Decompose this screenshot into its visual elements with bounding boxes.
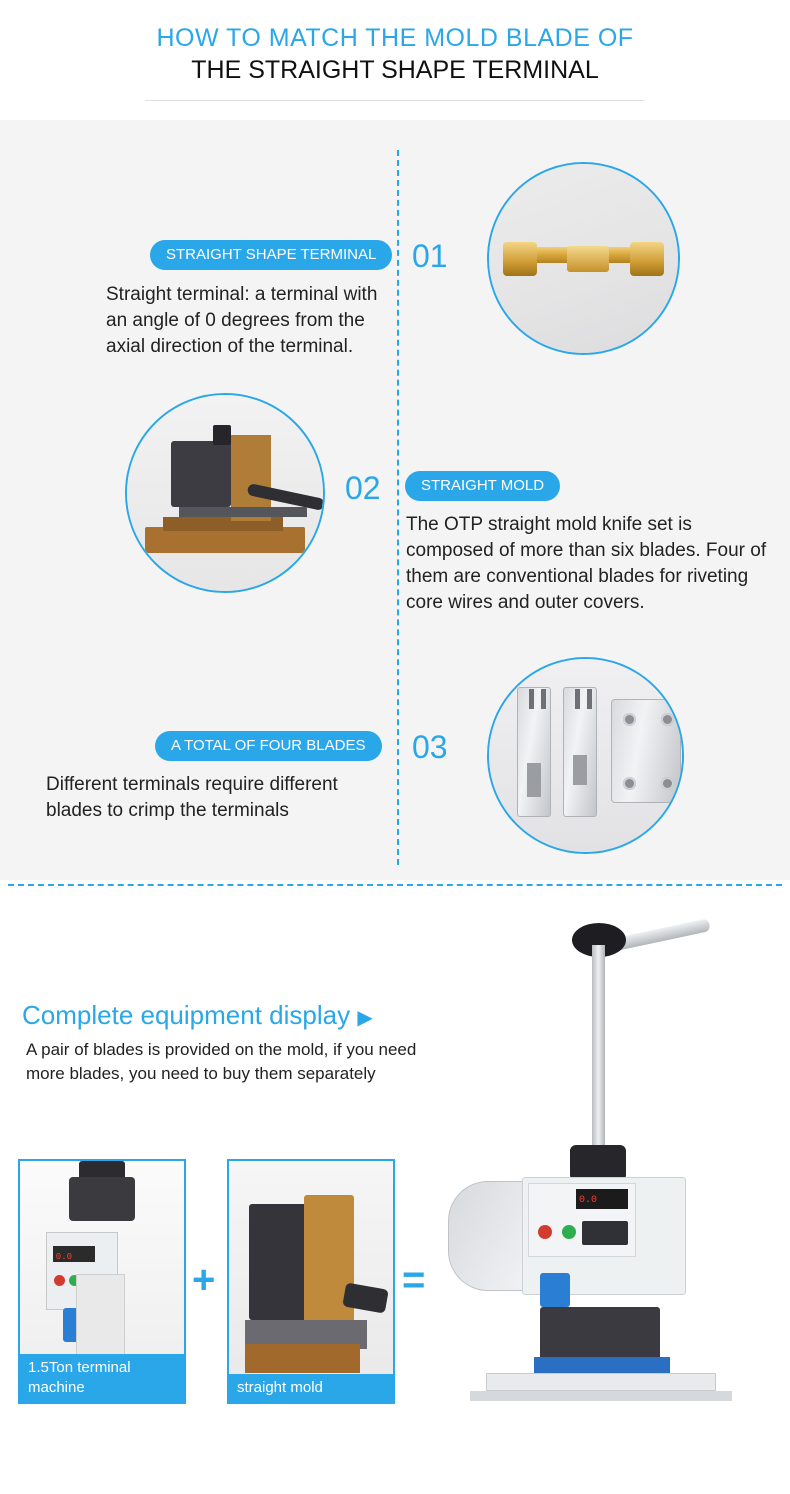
step-03-number: 03 [412,729,448,765]
machine-display-value-1: 0.0 [55,1252,72,1262]
bottom-title-text: Complete equipment display [22,1000,351,1030]
step-02-number: 02 [345,470,381,506]
straight-mold-photo [125,393,325,593]
step-02-pill: STRAIGHT MOLD [405,471,560,501]
vertical-dashed-divider [397,150,399,865]
header-title-line-2: THE STRAIGHT SHAPE TERMINAL [191,56,599,84]
play-triangle-icon: ▶ [357,1007,373,1029]
header-title-line-1: HOW TO MATCH THE MOLD BLADE OF [156,24,634,52]
step-01-number: 01 [412,238,448,274]
terminal-machine-caption: 1.5Ton terminal machine [20,1354,184,1402]
plus-operator: + [192,1258,216,1302]
step-01-text: Straight terminal: a terminal with an angle of 0 degrees from the axial direction of the terminal. [106,284,378,357]
step-01-pill: STRAIGHT SHAPE TERMINAL [150,240,392,270]
straight-shape-terminal-photo [487,162,680,355]
step-03-pill: A TOTAL OF FOUR BLADES [155,731,382,761]
bottom-section-subtitle: A pair of blades is provided on the mold, if you need more blades, you need to buy them separately [26,1040,417,1083]
header-divider-notch [330,96,460,101]
straight-mold-product-photo [227,1159,395,1404]
step-03-text: Different terminals require different blades to crimp the terminals [46,774,338,821]
complete-machine-photo [430,905,780,1445]
equals-operator: = [402,1258,426,1302]
bottom-section-title [22,1000,373,1031]
section-divider [8,884,782,886]
step-02-text: The OTP straight mold knife set is composed of more than six blades. Four of them are conventional blades for riveting core wires and outer covers. [406,514,767,613]
four-blades-photo [487,657,684,854]
straight-mold-caption: straight mold [229,1374,393,1402]
terminal-machine-photo [18,1159,186,1404]
page-header [0,0,790,120]
machine-display-value-2: 0.0 [579,1195,598,1206]
